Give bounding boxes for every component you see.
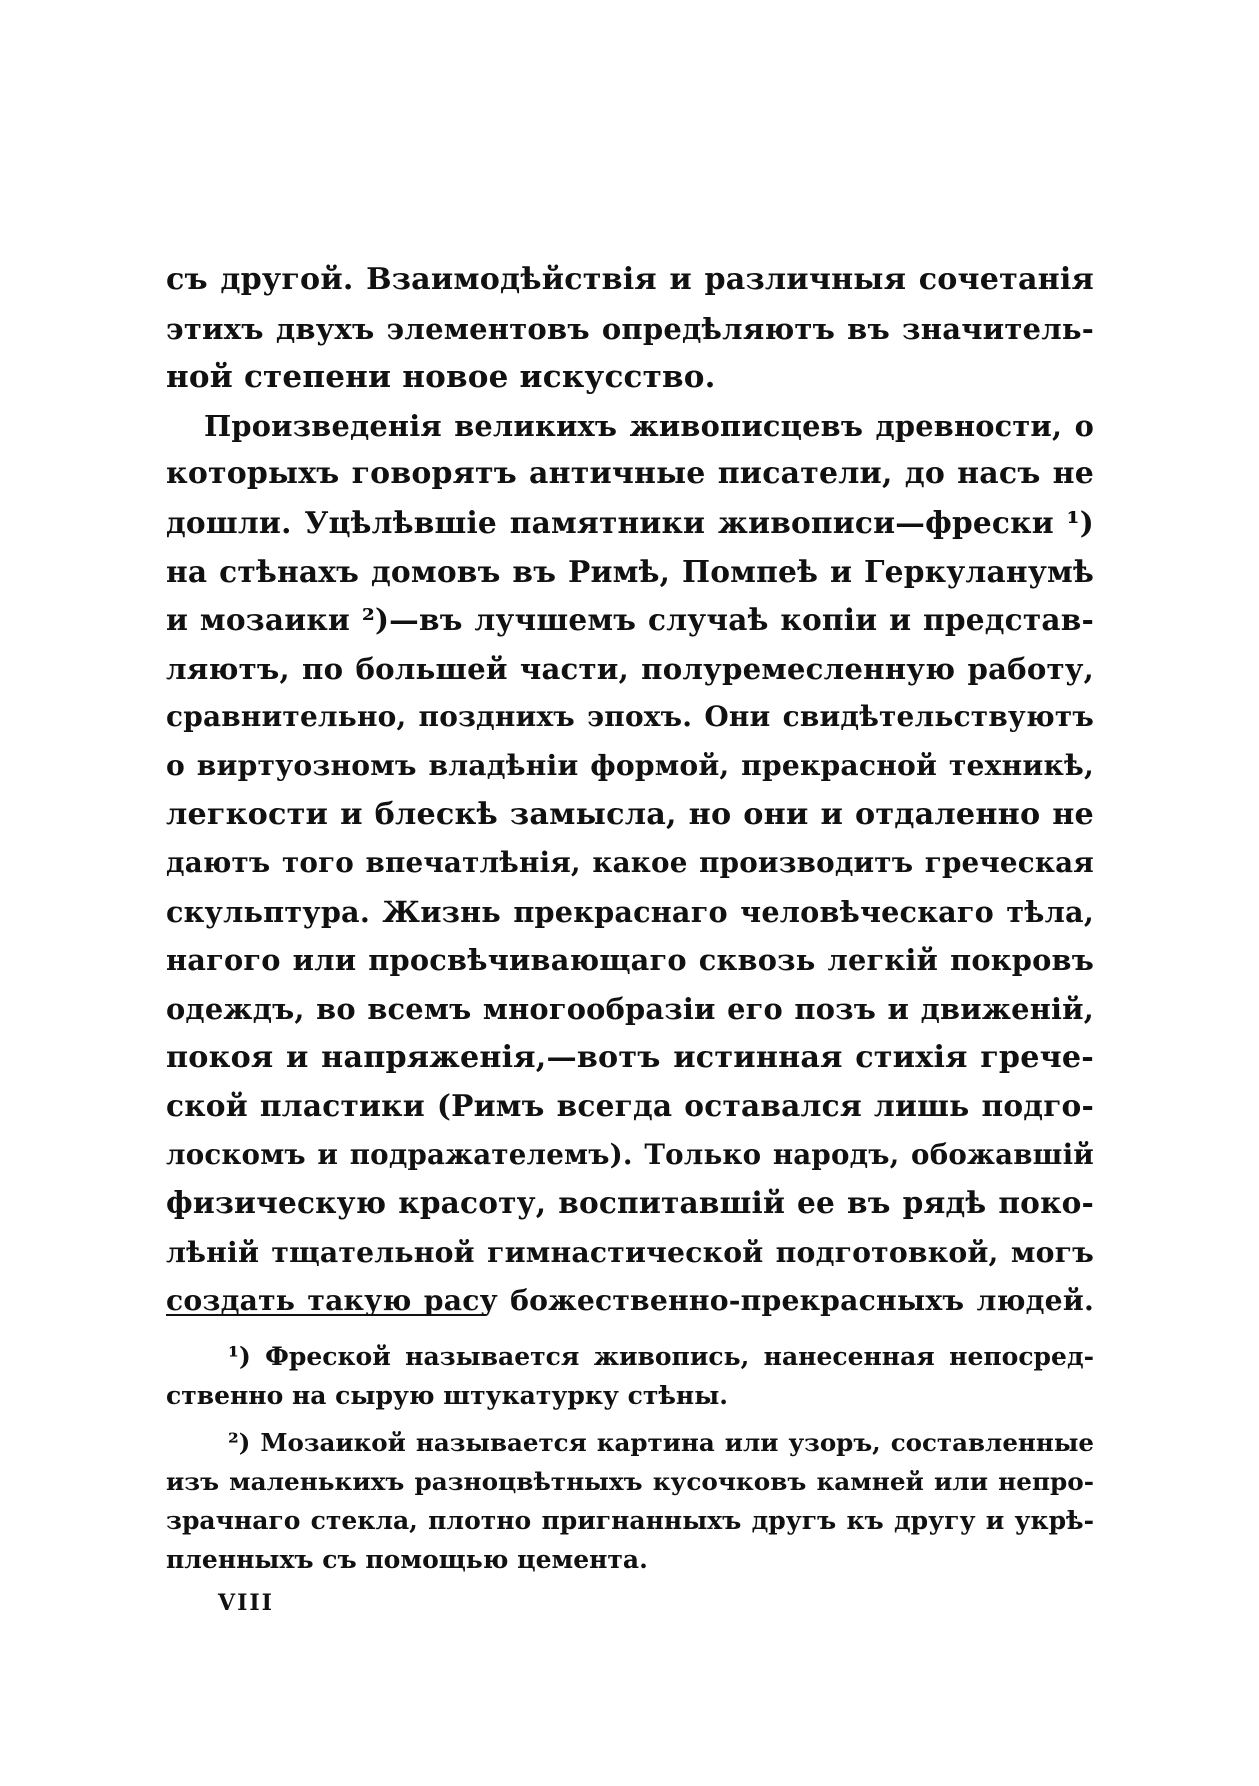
text-line: лѣній тщательной гимнастической подготовкой, могъ <box>166 1234 1094 1269</box>
text-line: покоя и напряженія,—вотъ истинная стихія грече- <box>166 1039 1094 1075</box>
footnotes <box>166 1337 1094 1579</box>
footnote-divider <box>166 1314 486 1316</box>
text-line: ляютъ, по большей части, полуремесленную работу, <box>166 651 1094 686</box>
text-line: одеждъ, во всемъ многообразіи его позъ и движеній, <box>166 991 1094 1026</box>
text-line: на стѣнахъ домовъ въ Римѣ, Помпеѣ и Геркуланумѣ <box>166 553 1094 589</box>
text-line: сравнительно, позднихъ эпохъ. Они свидѣтельствуютъ <box>166 700 1094 734</box>
text-line: дошли. Уцѣлѣвшіе памятники живописи—фрески ¹) <box>166 504 1094 540</box>
text-line: лоскомъ и подражателемъ). Только народъ, обожавшій <box>166 1137 1094 1171</box>
footnote-2-line: зрачнаго стекла, плотно пригнанныхъ другъ къ другу и укрѣ- <box>166 1506 1094 1535</box>
text-line: которыхъ говорятъ античные писатели, до насъ не <box>166 456 1094 492</box>
footnote-2-line: ²) Мозаикой называется картина или узоръ, составленные <box>228 1428 1094 1457</box>
footnote-1-line: ¹) Фреской называется живопись, нанесенная непосред- <box>228 1342 1094 1371</box>
text-line: ной степени новое искусство. <box>166 359 716 396</box>
printer-signature-mark: VIII <box>218 1590 274 1616</box>
text-line: нагого или просвѣчивающаго сквозь легкій покровъ <box>166 943 1094 978</box>
text-line: о виртуозномъ владѣніи формой, прекрасной техникѣ, <box>166 748 1094 782</box>
text-line: легкости и блескѣ замысла, но они и отдаленно не <box>166 796 1094 832</box>
main-text <box>166 256 1094 1325</box>
text-line: этихъ двухъ элементовъ опредѣляютъ въ значитель- <box>166 311 1094 346</box>
text-line: скульптура. Жизнь прекраснаго человѣческаго тѣла, <box>166 894 1094 929</box>
text-line: физическую красоту, воспитавшій ее въ рядѣ поко- <box>166 1185 1094 1221</box>
text-line: даютъ того впечатлѣнія, какое производитъ греческая <box>166 846 1094 880</box>
footnote-1-line: ственно на сырую штукатурку стѣны. <box>166 1381 728 1410</box>
text-line: создать такую расу божественно-прекрасныхъ людей. <box>166 1283 1094 1318</box>
footnote-2-line: пленныхъ съ помощью цемента. <box>166 1545 648 1574</box>
footnote-2-line: изъ маленькихъ разноцвѣтныхъ кусочковъ камней или непро- <box>166 1467 1094 1496</box>
text-line: ской пластики (Римъ всегда оставался лишь подго- <box>166 1088 1094 1124</box>
text-line: съ другой. Взаимодѣйствія и различныя сочетанія <box>166 262 1094 297</box>
paragraph-start-line: Произведенія великихъ живописцевъ древности, о <box>204 408 1094 443</box>
text-line: и мозаики ²)—въ лучшемъ случаѣ копіи и представ- <box>166 602 1094 638</box>
